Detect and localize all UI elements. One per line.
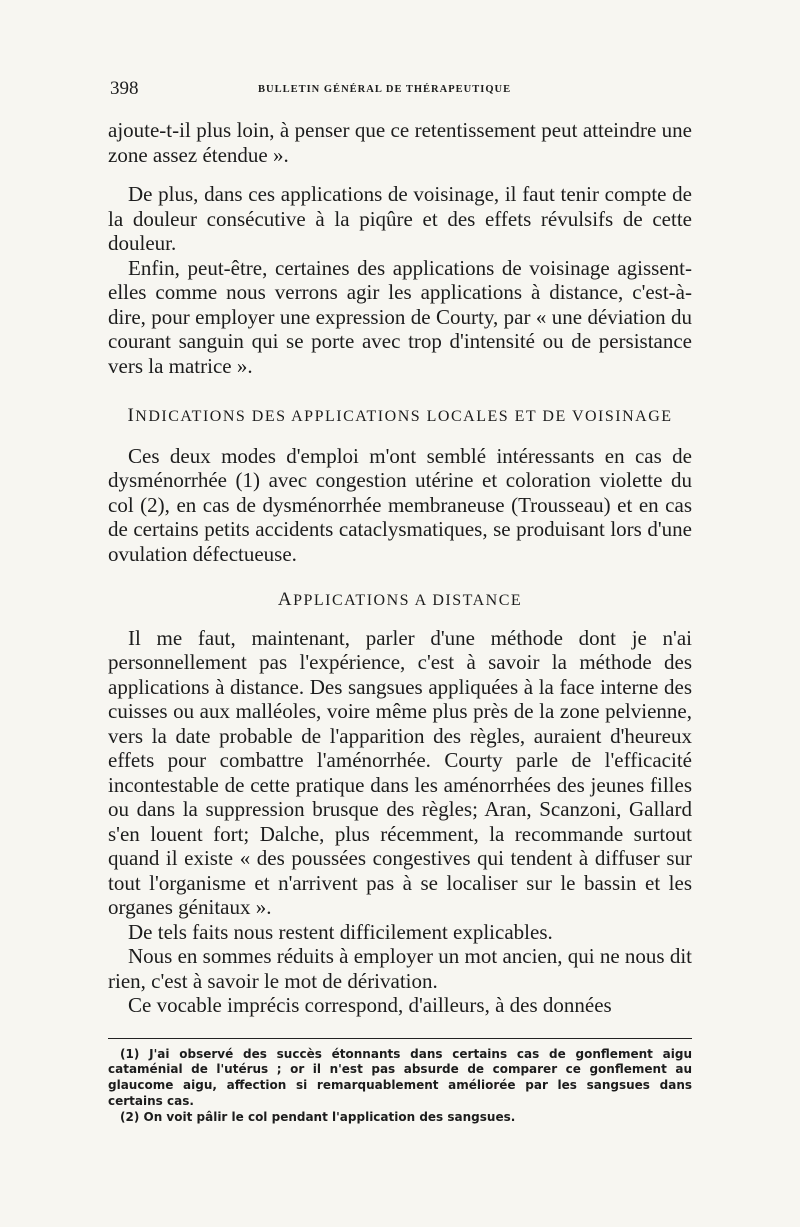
section-heading-distance: APPLICATIONS A DISTANCE xyxy=(277,589,523,610)
paragraph-indications: Ces deux modes d'emploi m'ont semblé intéressants en cas de dysménorrhée (1) avec congestion utérine et coloration violette du col (2), en cas de dysménorrhée membraneuse (Trousseau) et en cas de certains petits accidents cataclysmatiques, se produisant lors d'une ovulation défectueuse. xyxy=(108,443,692,566)
page-header xyxy=(108,70,692,99)
footnote-2: (2) On voit pâlir le col pendant l'application des sangsues. xyxy=(120,1109,516,1124)
footnotes xyxy=(108,1047,692,1126)
paragraph-enfin: Enfin, peut-être, certaines des applications de voisinage agissent-elles comme nous verrons agir les applications à distance, c'est-à-dire, pour employer une expression de Courty, par « une déviation du courant sanguin qui se porte avec trop d'intensité ou de persistance vers la matrice ». xyxy=(108,255,692,378)
section-heading-indications: INDICATIONS DES APPLICATIONS LOCALES ET DE VOISINAGE xyxy=(127,405,673,426)
page-number: 398 xyxy=(110,78,139,99)
running-title: BULLETIN GÉNÉRAL DE THÉRAPEUTIQUE xyxy=(258,84,512,95)
paragraph-douleur: De plus, dans ces applications de voisinage, il faut tenir compte de la douleur consécutive à la piqûre et des effets révulsifs de cette douleur. xyxy=(108,182,692,255)
paragraph-explicables: De tels faits nous restent difficilement explicables. xyxy=(128,919,553,944)
paragraph-derivation: Nous en sommes réduits à employer un mot ancien, qui ne nous dit rien, c'est à savoir le mot de dérivation. xyxy=(108,944,692,993)
footnote-1: (1) J'ai observé des succès étonnants dans certains cas de gonflement aigu cataménial de l'utérus ; or il n'est pas absurde de comparer ce gonflement au glaucome aigu, affection si remarquablement améliorée par les sangsues dans certains cas. xyxy=(108,1046,692,1108)
paragraph-distance: Il me faut, maintenant, parler d'une méthode dont je n'ai personnellement pas l'expérience, c'est à savoir la méthode des applications à distance. Des sangsues appliquées à la face interne des cuisses ou aux malléoles, voire même plus près de la zone pelvienne, vers la date probable de l'apparition des règles, auraient d'heureux effets pour combattre l'aménorrhée. Courty parle de l'efficacité incontestable de cette pratique dans les aménorrhées des jeunes filles ou dans la suppression brusque des règles; Aran, Scanzoni, Gallard s'en louent fort; Dalche, plus récemment, la recommande surtout quand il existe « des poussées congestives qui tendent à diffuser sur tout l'organisme et n'arrivent pas à se localiser sur le bassin et les organes génitaux ». xyxy=(108,625,692,919)
body-text xyxy=(108,118,692,1018)
paragraph-continuation: ajoute-t-il plus loin, à penser que ce retentissement peut atteindre une zone assez étendue ». xyxy=(108,118,692,167)
footnote-divider xyxy=(108,1038,692,1039)
paragraph-vocable: Ce vocable imprécis correspond, d'ailleurs, à des données xyxy=(128,993,612,1017)
document-page xyxy=(108,70,692,1125)
